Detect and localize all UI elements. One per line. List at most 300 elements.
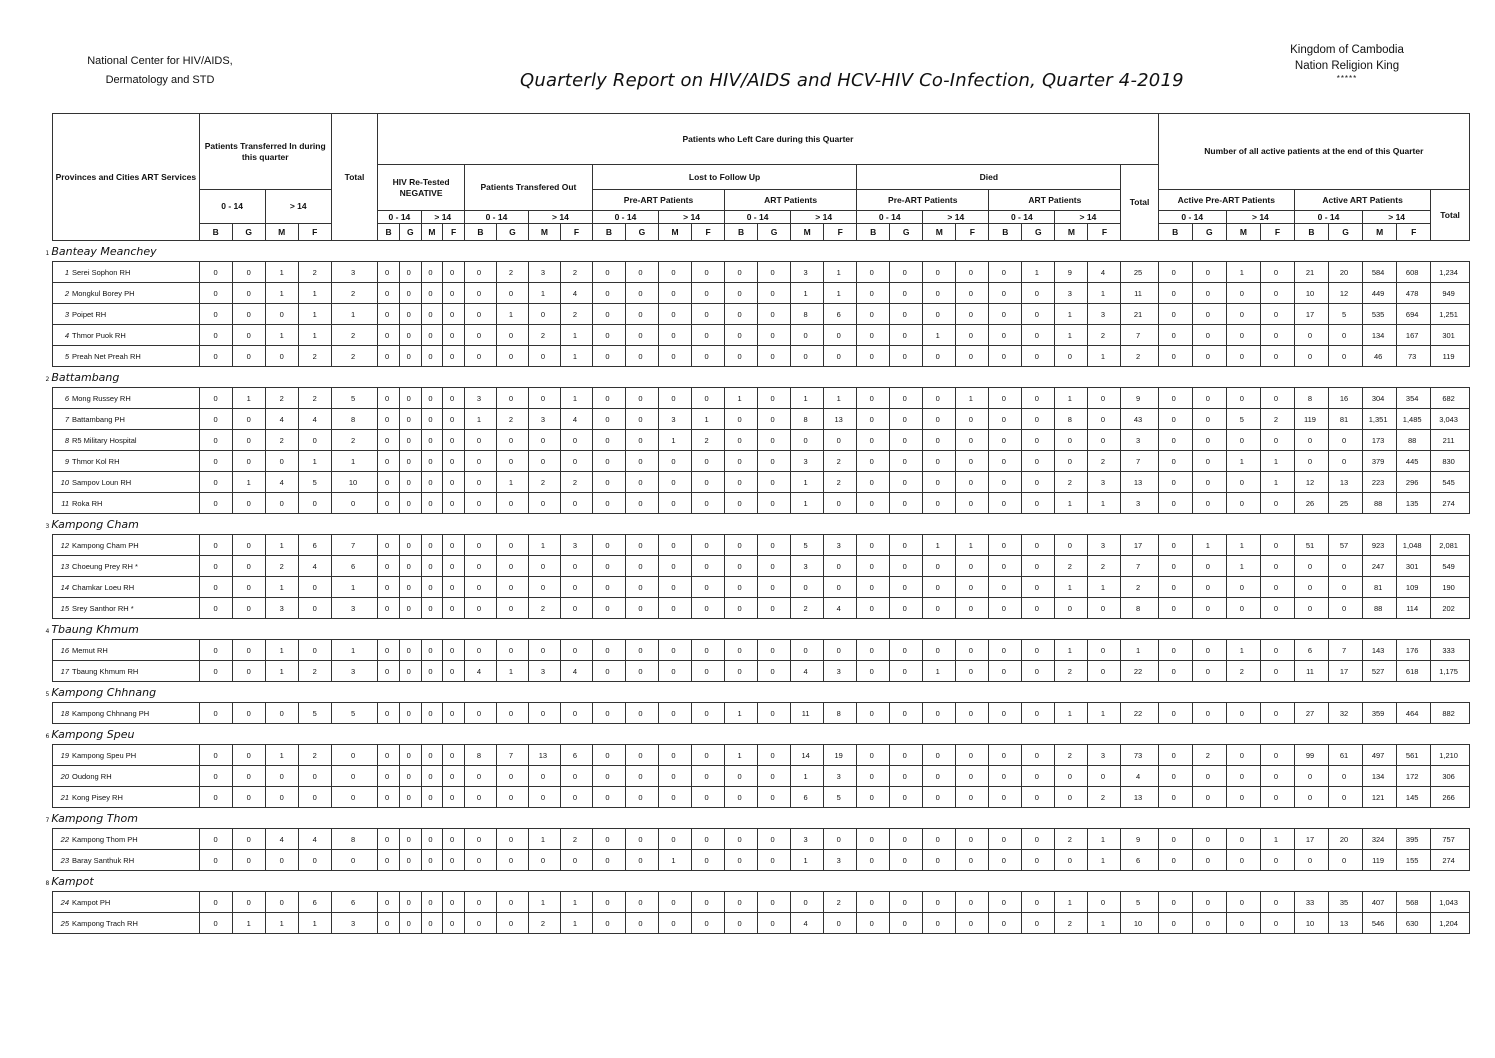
- cell-out: 0: [378, 829, 400, 850]
- facility-number: 1: [64, 267, 69, 277]
- cell-out: 4: [791, 913, 824, 934]
- cell-act: 247: [1363, 556, 1397, 577]
- cell-in: 0: [199, 556, 232, 577]
- cell-out: 0: [956, 430, 989, 451]
- cell-out: 0: [378, 325, 400, 346]
- facility-number: 7: [64, 414, 69, 424]
- cell-act: 0: [1226, 430, 1260, 451]
- cell-out: 2: [528, 913, 560, 934]
- facility-number: 20: [60, 771, 69, 781]
- cell-out: 0: [625, 409, 658, 430]
- cell-out: 0: [399, 787, 421, 808]
- cell-act: 0: [1158, 283, 1192, 304]
- cell-out: 0: [758, 451, 791, 472]
- cell-out: 0: [443, 787, 465, 808]
- cell-out: 0: [758, 535, 791, 556]
- cell-act: 0: [1226, 472, 1260, 493]
- col-aa-sex: G: [1329, 224, 1363, 241]
- cell-out: 0: [890, 913, 923, 934]
- cell-out: 0: [824, 556, 857, 577]
- cell-out: 0: [421, 451, 443, 472]
- cell-out: 0: [857, 430, 890, 451]
- cell-out: 1: [560, 388, 592, 409]
- cell-out: 0: [659, 598, 692, 619]
- cell-out: 0: [378, 661, 400, 682]
- cell-out: 3: [1088, 745, 1121, 766]
- cell-out: 0: [725, 892, 758, 913]
- cell-out: 0: [758, 388, 791, 409]
- cell-out: 0: [378, 913, 400, 934]
- cell-out: 0: [659, 346, 692, 367]
- cell-act: 27: [1294, 703, 1328, 724]
- cell-act: 1,485: [1397, 409, 1431, 430]
- cell-out: 0: [989, 598, 1022, 619]
- cell-out: 0: [421, 325, 443, 346]
- cell-out: 1: [1055, 640, 1088, 661]
- cell-out: 0: [1022, 283, 1055, 304]
- cell-out: 0: [956, 304, 989, 325]
- cell-out: 0: [592, 766, 625, 787]
- cell-in: 5: [331, 703, 377, 724]
- cell-out: 0: [560, 598, 592, 619]
- cell-out: 0: [989, 556, 1022, 577]
- cell-out: 0: [592, 535, 625, 556]
- cell-out: 0: [956, 598, 989, 619]
- cell-out: 0: [625, 493, 658, 514]
- cell-out: 2: [824, 472, 857, 493]
- cell-out: 0: [758, 346, 791, 367]
- cell-out: 0: [692, 493, 725, 514]
- province-cell: [45, 514, 1470, 535]
- cell-out: 0: [758, 430, 791, 451]
- col-in-total: Total: [331, 114, 377, 241]
- cell-out: 0: [421, 787, 443, 808]
- cell-act: 12: [1329, 283, 1363, 304]
- cell-out: 2: [1055, 661, 1088, 682]
- cell-act: 0: [1158, 472, 1192, 493]
- cell-out: 0: [659, 703, 692, 724]
- cell-act: 0: [1158, 409, 1192, 430]
- cell-out: 0: [989, 745, 1022, 766]
- cell-out: 1: [659, 430, 692, 451]
- cell-out: 0: [528, 556, 560, 577]
- col-in-age-old: > 14: [265, 190, 331, 224]
- col-la-sex: B: [725, 224, 758, 241]
- cell-out: 0: [956, 766, 989, 787]
- cell-out: 0: [890, 472, 923, 493]
- cell-act: 0: [1158, 556, 1192, 577]
- cell-out: 0: [659, 766, 692, 787]
- cell-out: 0: [443, 262, 465, 283]
- cell-out: 0: [399, 577, 421, 598]
- cell-out: 3: [528, 262, 560, 283]
- cell-act: 0: [1260, 598, 1294, 619]
- cell-out: 11: [1121, 283, 1158, 304]
- cell-out: 0: [692, 745, 725, 766]
- cell-out: 0: [560, 451, 592, 472]
- facility-cell: [53, 787, 200, 808]
- cell-act: 266: [1431, 787, 1470, 808]
- cell-out: 0: [421, 472, 443, 493]
- cell-out: 0: [528, 388, 560, 409]
- cell-out: 1: [1088, 577, 1121, 598]
- cell-in: 0: [199, 346, 232, 367]
- cell-out: 0: [659, 262, 692, 283]
- cell-in: 6: [331, 892, 377, 913]
- cell-out: 0: [659, 535, 692, 556]
- cell-in: 1: [265, 283, 298, 304]
- province-name: Kampong Cham: [51, 517, 139, 531]
- cell-in: 1: [298, 913, 331, 934]
- cell-out: 0: [464, 913, 496, 934]
- cell-out: 0: [659, 451, 692, 472]
- cell-out: 0: [857, 304, 890, 325]
- cell-out: 0: [592, 430, 625, 451]
- cell-in: 0: [232, 262, 265, 283]
- col-apa-sex: G: [1192, 224, 1226, 241]
- facility-cell: [53, 325, 200, 346]
- cell-out: 0: [464, 430, 496, 451]
- cell-act: 0: [1192, 703, 1226, 724]
- cell-out: 0: [989, 640, 1022, 661]
- cell-out: 0: [443, 661, 465, 682]
- cell-out: 0: [758, 829, 791, 850]
- cell-act: 0: [1192, 325, 1226, 346]
- cell-in: 1: [232, 388, 265, 409]
- cell-out: 0: [857, 493, 890, 514]
- facility-name: Choeung Prey RH *: [72, 561, 138, 571]
- cell-out: 0: [399, 493, 421, 514]
- cell-out: 0: [625, 346, 658, 367]
- cell-out: 0: [464, 556, 496, 577]
- cell-act: 0: [1260, 493, 1294, 514]
- cell-act: 51: [1294, 535, 1328, 556]
- cell-act: 99: [1294, 745, 1328, 766]
- cell-act: 3,043: [1431, 409, 1470, 430]
- cell-act: 306: [1431, 766, 1470, 787]
- facility-name: Chamkar Loeu RH: [72, 582, 135, 592]
- cell-act: 33: [1294, 892, 1328, 913]
- cell-out: 0: [496, 430, 528, 451]
- cell-in: 0: [232, 451, 265, 472]
- cell-out: 0: [443, 535, 465, 556]
- cell-out: 0: [824, 640, 857, 661]
- cell-out: 0: [1088, 598, 1121, 619]
- cell-out: 0: [956, 493, 989, 514]
- cell-out: 0: [824, 493, 857, 514]
- cell-out: 0: [725, 304, 758, 325]
- cell-out: 11: [791, 703, 824, 724]
- cell-out: 10: [1121, 913, 1158, 934]
- cell-out: 0: [857, 661, 890, 682]
- cell-act: 0: [1192, 451, 1226, 472]
- cell-out: 0: [692, 892, 725, 913]
- facility-number: 6: [64, 393, 69, 403]
- cell-in: 2: [298, 661, 331, 682]
- cell-out: 0: [824, 325, 857, 346]
- cell-out: 0: [956, 745, 989, 766]
- col-died-pre-art: Pre-ART Patients: [857, 190, 989, 211]
- cell-act: 88: [1363, 493, 1397, 514]
- cell-in: 5: [298, 472, 331, 493]
- cell-out: 0: [857, 640, 890, 661]
- cell-out: 0: [1022, 430, 1055, 451]
- cell-act: 21: [1294, 262, 1328, 283]
- cell-in: 2: [331, 325, 377, 346]
- cell-act: 0: [1294, 766, 1328, 787]
- cell-out: 0: [692, 829, 725, 850]
- cell-act: 17: [1294, 304, 1328, 325]
- cell-out: 0: [421, 388, 443, 409]
- cell-act: 1: [1260, 451, 1294, 472]
- cell-act: 354: [1397, 388, 1431, 409]
- col-lpa-old: > 14: [659, 211, 725, 224]
- cell-out: 0: [399, 829, 421, 850]
- cell-act: 5: [1226, 409, 1260, 430]
- cell-act: 324: [1363, 829, 1397, 850]
- col-neg-sex: M: [421, 224, 443, 241]
- facility-cell: [53, 850, 200, 871]
- cell-act: 173: [1363, 430, 1397, 451]
- province-number: 1: [45, 249, 50, 257]
- cell-out: 0: [857, 829, 890, 850]
- cell-out: 0: [725, 409, 758, 430]
- cell-out: 1: [923, 661, 956, 682]
- cell-out: 0: [857, 535, 890, 556]
- cell-out: 0: [592, 346, 625, 367]
- cell-out: 0: [421, 745, 443, 766]
- cell-out: 0: [464, 892, 496, 913]
- cell-out: 0: [1055, 535, 1088, 556]
- facility-number: 22: [60, 834, 69, 844]
- cell-out: 0: [625, 283, 658, 304]
- cell-out: 0: [528, 451, 560, 472]
- cell-in: 0: [298, 766, 331, 787]
- cell-act: 2: [1260, 409, 1294, 430]
- cell-out: 2: [528, 598, 560, 619]
- cell-out: 1: [528, 829, 560, 850]
- cell-out: 0: [464, 766, 496, 787]
- cell-out: 0: [824, 829, 857, 850]
- table-row: [53, 703, 1470, 724]
- table-row: [53, 535, 1470, 556]
- cell-out: 0: [625, 304, 658, 325]
- cell-out: 0: [758, 787, 791, 808]
- col-apa-sex: F: [1260, 224, 1294, 241]
- cell-in: 4: [298, 829, 331, 850]
- cell-act: 0: [1226, 346, 1260, 367]
- cell-out: 0: [923, 430, 956, 451]
- cell-act: 20: [1329, 829, 1363, 850]
- cell-out: 3: [791, 451, 824, 472]
- cell-out: 0: [1022, 850, 1055, 871]
- cell-out: 0: [989, 472, 1022, 493]
- cell-out: 0: [1088, 430, 1121, 451]
- cell-out: 1: [824, 283, 857, 304]
- cell-out: 1: [1055, 388, 1088, 409]
- cell-out: 2: [1088, 451, 1121, 472]
- cell-out: 7: [1121, 325, 1158, 346]
- cell-act: 0: [1260, 304, 1294, 325]
- cell-act: 618: [1397, 661, 1431, 682]
- cell-out: 3: [560, 535, 592, 556]
- table-row: [53, 283, 1470, 304]
- cell-out: 3: [824, 535, 857, 556]
- cell-act: 0: [1260, 346, 1294, 367]
- cell-out: 0: [923, 304, 956, 325]
- cell-out: 0: [824, 913, 857, 934]
- facility-name: Poipet RH: [72, 309, 107, 319]
- cell-out: 5: [824, 787, 857, 808]
- cell-act: 757: [1431, 829, 1470, 850]
- cell-in: 6: [298, 535, 331, 556]
- cell-in: 3: [331, 598, 377, 619]
- cell-out: 1: [560, 325, 592, 346]
- cell-act: 16: [1329, 388, 1363, 409]
- cell-act: 0: [1329, 787, 1363, 808]
- cell-out: 0: [659, 493, 692, 514]
- cell-in: 3: [331, 262, 377, 283]
- issuer-block: [60, 52, 260, 90]
- cell-in: 1: [265, 535, 298, 556]
- cell-out: 0: [528, 346, 560, 367]
- facility-cell: [53, 472, 200, 493]
- cell-out: 0: [378, 703, 400, 724]
- cell-out: 0: [443, 388, 465, 409]
- cell-act: 0: [1158, 661, 1192, 682]
- cell-act: 0: [1158, 598, 1192, 619]
- cell-act: 7: [1329, 640, 1363, 661]
- cell-out: 4: [1088, 262, 1121, 283]
- table-row: [53, 262, 1470, 283]
- cell-out: 0: [857, 892, 890, 913]
- table-row: [53, 472, 1470, 493]
- cell-out: 0: [464, 472, 496, 493]
- cell-act: 0: [1260, 661, 1294, 682]
- cell-out: 0: [725, 451, 758, 472]
- cell-out: 1: [791, 493, 824, 514]
- col-neg-old: > 14: [421, 211, 464, 224]
- col-in-sex: B: [199, 224, 232, 241]
- cell-act: 0: [1192, 430, 1226, 451]
- cell-out: 0: [592, 640, 625, 661]
- cell-out: 0: [692, 304, 725, 325]
- cell-out: 0: [560, 787, 592, 808]
- cell-out: 1: [791, 766, 824, 787]
- cell-act: 830: [1431, 451, 1470, 472]
- cell-act: 0: [1158, 787, 1192, 808]
- cell-out: 0: [923, 766, 956, 787]
- cell-in: 0: [232, 283, 265, 304]
- cell-out: 0: [1055, 850, 1088, 871]
- cell-out: 6: [791, 787, 824, 808]
- cell-out: 0: [725, 472, 758, 493]
- province-number: 2: [45, 375, 50, 383]
- col-out-old: > 14: [528, 211, 592, 224]
- cell-out: 1: [528, 535, 560, 556]
- cell-out: 4: [824, 598, 857, 619]
- cell-act: 0: [1226, 493, 1260, 514]
- cell-out: 0: [625, 472, 658, 493]
- col-out-sex: G: [496, 224, 528, 241]
- facility-name: Memut RH: [72, 645, 108, 655]
- cell-act: 0: [1260, 283, 1294, 304]
- cell-out: 0: [464, 829, 496, 850]
- cell-out: 0: [464, 598, 496, 619]
- cell-in: 0: [265, 451, 298, 472]
- cell-act: 0: [1192, 829, 1226, 850]
- col-neg-young: 0 - 14: [378, 211, 421, 224]
- cell-out: 0: [399, 325, 421, 346]
- facility-number: 21: [60, 792, 69, 802]
- cell-out: 0: [725, 535, 758, 556]
- cell-out: 2: [560, 304, 592, 325]
- cell-out: 0: [378, 766, 400, 787]
- cell-in: 0: [265, 787, 298, 808]
- cell-out: 0: [890, 661, 923, 682]
- facility-number: 14: [60, 582, 69, 592]
- table-body: [45, 241, 1470, 934]
- cell-out: 0: [989, 913, 1022, 934]
- cell-act: 359: [1363, 703, 1397, 724]
- cell-out: 0: [659, 640, 692, 661]
- cell-out: 9: [1121, 388, 1158, 409]
- cell-out: 0: [989, 493, 1022, 514]
- facility-number: 17: [60, 666, 69, 676]
- cell-out: 0: [625, 745, 658, 766]
- cell-out: 3: [528, 409, 560, 430]
- province-row: [53, 682, 1470, 703]
- cell-out: 0: [956, 283, 989, 304]
- cell-out: 0: [421, 577, 443, 598]
- cell-act: 1: [1226, 262, 1260, 283]
- facility-number: 18: [60, 708, 69, 718]
- cell-out: 1: [1088, 913, 1121, 934]
- cell-act: 0: [1260, 745, 1294, 766]
- cell-out: 0: [956, 577, 989, 598]
- cell-out: 0: [560, 577, 592, 598]
- cell-out: 2: [496, 262, 528, 283]
- cell-out: 1: [1055, 892, 1088, 913]
- cell-act: 0: [1192, 556, 1226, 577]
- cell-in: 0: [199, 472, 232, 493]
- cell-act: 0: [1192, 850, 1226, 871]
- cell-act: 0: [1192, 346, 1226, 367]
- cell-out: 0: [659, 913, 692, 934]
- col-lpa-sex: G: [625, 224, 658, 241]
- cell-in: 0: [298, 787, 331, 808]
- cell-out: 1: [659, 850, 692, 871]
- cell-in: 1: [232, 472, 265, 493]
- cell-in: 0: [199, 430, 232, 451]
- cell-out: 0: [989, 892, 1022, 913]
- cell-out: 0: [659, 892, 692, 913]
- cell-out: 0: [725, 283, 758, 304]
- cell-out: 0: [725, 556, 758, 577]
- cell-in: 0: [199, 829, 232, 850]
- facility-name: Thmor Kol RH: [72, 456, 120, 466]
- cell-out: 0: [659, 577, 692, 598]
- cell-in: 1: [265, 640, 298, 661]
- cell-out: 0: [399, 556, 421, 577]
- cell-out: 0: [692, 850, 725, 871]
- cell-out: 0: [725, 829, 758, 850]
- cell-act: 0: [1192, 493, 1226, 514]
- cell-out: 0: [857, 451, 890, 472]
- cell-out: 0: [692, 556, 725, 577]
- cell-act: 1,234: [1431, 262, 1470, 283]
- cell-act: 5: [1329, 304, 1363, 325]
